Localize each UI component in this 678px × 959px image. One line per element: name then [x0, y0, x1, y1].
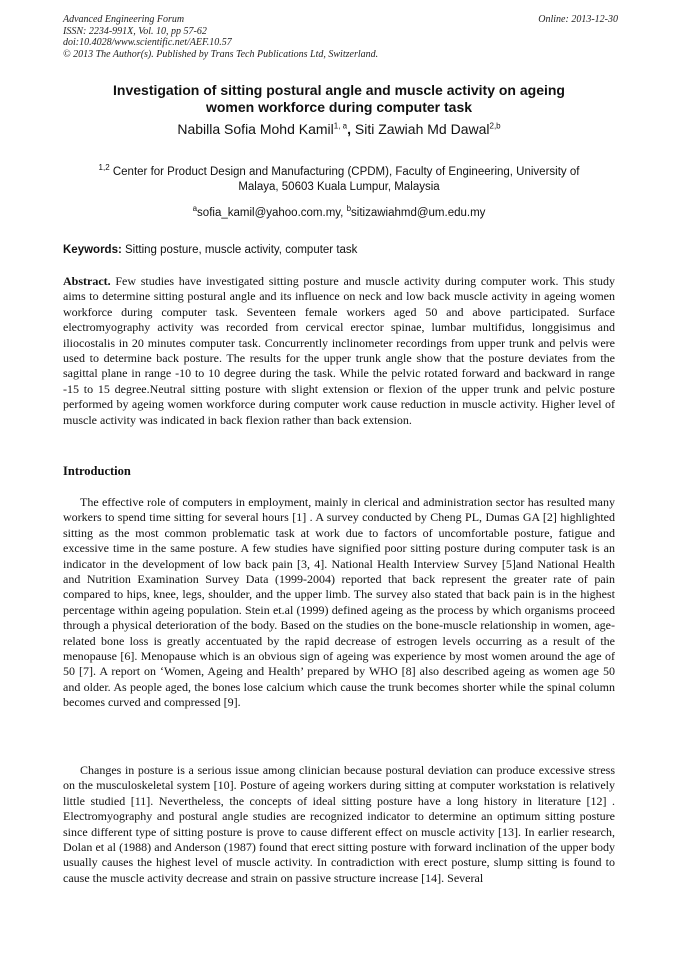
- email-b: sitizawiahmd@um.edu.my: [351, 207, 486, 219]
- copyright-line: © 2013 The Author(s). Published by Trans Tech Publications Ltd, Switzerland.: [63, 48, 379, 60]
- author-separator: ,: [347, 121, 355, 137]
- introduction-paragraph-1: The effective role of computers in employment, mainly in clerical and administration sector has resulted many workers to spend time sitting for several hours [1] . A survey conducted by Cheng PL, Dumas GA [2] highlighted sitting as the most common problematic task at work due to factors of uncomfortable posture, fatigue and excessive time in the same posture. A few studies have signified poor sitting posture during computer task is an indicator in the development of low back pain [3, 4]. National Health Interview Survey [5]and National Health and Nutrition Examination Survey Data (1999-2004) reported that back represent the greater rate of pain compared to hips, knee, legs, shoulder, and the upper limb. The survey also stated that back pain is in the highest percentage within ageing population. Stein et.al (1999) defined ageing as the process by which organisms proceed through a physical deterioration of the body. Based on the studies on the bone-muscle relationship in women, age-related bone loss is greatly accentuated by the rapid decrease of estrogen levels occurring as a result of the menopause [6]. Menopause which is an obvious sign of ageing was experience by most women around the age of 50 [7]. A report on ‘Women, Ageing and Health’ prepared by WHO [8] also described ageing as women age 50 and older. As people aged, the bones lose calcium which cause the trunk becomes shorter while the spinal column becomes curved and compressed [9].: [63, 495, 615, 710]
- keywords-text: Sitting posture, muscle activity, computer task: [121, 244, 358, 256]
- author-emails: [63, 206, 615, 221]
- abstract-label: Abstract.: [63, 274, 111, 288]
- keywords: [63, 243, 615, 258]
- abstract-text: Few studies have investigated sitting posture and muscle activity during computer work. This study aims to determine sitting postural angle and its influence on neck and low back muscle activity in ageing women workforce during computer task. Seventeen female workers aged 50 and above participated. Surface electromyography activity was recorded from cervical erector spinae, lumbar multifidus, longgisimus and iliocostalis in 20 minutes computer task. Concurrently inclinometer recordings from upper trunk and pelvis were used to determine back posture. The results for the upper trunk angle show that the posture deviates from the sagittal plane in range -10 to 10 degree during the task. While the pelvic rotated forward and backward in range -15 to 15 degree.Neutral sitting posture with slight extension or flexion of the upper trunk and pelvic posture performed by ageing women workforce during computer work cause reduction in muscle activity. Higher level of muscle activity was indicated in back flexion rather than back extension.: [63, 274, 615, 427]
- doi-line: doi:10.4028/www.scientific.net/AEF.10.57: [63, 37, 232, 48]
- issn-line: ISSN: 2234-991X, Vol. 10, pp 57-62: [63, 25, 207, 37]
- author-list: [63, 121, 615, 138]
- email-a-sup: a: [192, 204, 198, 214]
- title-line-1: Investigation of sitting postural angle and muscle activity on ageing: [113, 82, 565, 98]
- email-b-sup: b: [346, 204, 352, 214]
- introduction-heading: Introduction: [63, 464, 131, 478]
- online-date: Online: 2013-12-30: [538, 14, 618, 25]
- introduction-paragraph-2: Changes in posture is a serious issue among clinician because postural deviation can produce excessive stress on the musculoskeletal system [10]. Posture of ageing workers during sitting at computer workstation is relatively little studied [11]. Nevertheless, the concepts of ideal sitting posture have a long history in literature [12] . Electromyography and postural angle studies are recognized indicator to determine an optimum sitting posture since different type of sitting posture is prove to cause different effect on muscle activity [13]. In earlier research, Dolan et al (1988) and Anderson (1987) found that erect sitting posture with forward inclination of the upper body usually causes the highest level of muscle activity. In contradiction with erect posture, slump sitting is found to cause the muscle activity decrease and strain on passive structure increase [14]. Several: [63, 763, 615, 885]
- author-2-affil: 2,b: [489, 121, 501, 131]
- title-line-2: women workforce during computer task: [205, 99, 473, 115]
- abstract: [63, 274, 615, 428]
- keywords-label: Keywords:: [63, 244, 122, 256]
- affiliation-line-1: Center for Product Design and Manufacturing (CPDM), Faculty of Engineering, University of: [109, 166, 580, 178]
- author-1: Nabilla Sofia Mohd Kamil: [177, 121, 334, 137]
- journal-name: Advanced Engineering Forum: [63, 14, 185, 25]
- paper-title: [63, 82, 615, 116]
- author-2: Siti Zawiah Md Dawal: [354, 121, 490, 137]
- affiliation: [63, 165, 615, 195]
- journal-header: [63, 14, 618, 60]
- author-1-affil: 1, a: [333, 121, 348, 131]
- email-a: sofia_kamil@yahoo.com.my,: [197, 207, 347, 219]
- affiliation-sup: 1,2: [98, 163, 110, 173]
- affiliation-line-2: Malaya, 50603 Kuala Lumpur, Malaysia: [238, 181, 440, 193]
